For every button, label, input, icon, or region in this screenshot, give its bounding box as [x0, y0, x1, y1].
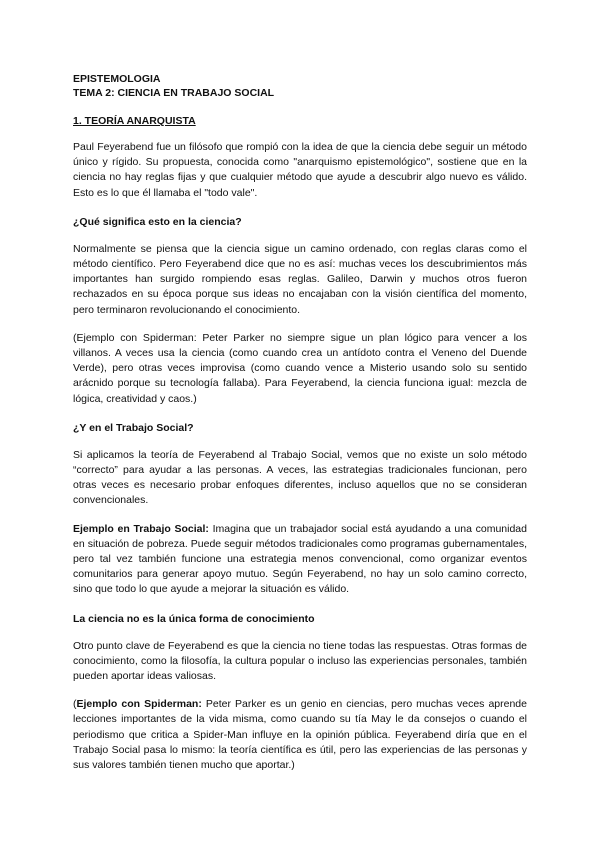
- section-title: 1. TEORÍA ANARQUISTA: [73, 115, 196, 127]
- paragraph-social-work: Si aplicamos la teoría de Feyerabend al Trabajo Social, vemos que no existe un solo método “correcto” para ayudar a las personas. A veces, las estrategias tradicionales funcionan, pero otras veces es necesario probar enfoques diferentes, incluso aquellos que no se consideran convencionales.: [73, 448, 527, 507]
- subheading-knowledge: La ciencia no es la única forma de conocimiento: [73, 612, 315, 625]
- intro-paragraph: Paul Feyerabend fue un filósofo que rompió con la idea de que la ciencia debe seguir un método único y rígido. Su propuesta, conocida como "anarquismo epistemológico", sostiene que en la ciencia no hay reglas fijas y que cualquier método que ayude a descubrir algo nuevo es válido. Esto es lo que él llamaba el "todo vale".: [73, 141, 527, 199]
- subheading-social-work: ¿Y en el Trabajo Social?: [73, 421, 194, 434]
- paragraph-science: Normalmente se piensa que la ciencia sigue un camino ordenado, con reglas claras como el método científico. Pero Feyerabend dice que no es así: muchas veces los descubrimientos más importantes han surgido rompiendo esas reglas. Galileo, Darwin y muchos otros fueron rechazados en su época porque sus ideas no encajaban con la visión científica del momento, pero terminaron revolucionando el conocimiento.: [73, 242, 527, 316]
- example-label: Ejemplo en Trabajo Social:: [73, 522, 209, 535]
- paragraph-spiderman-example-2: [73, 697, 527, 773]
- example-label-2: Ejemplo con Spiderman:: [76, 698, 202, 711]
- subheading-science: ¿Qué significa esto en la ciencia?: [73, 215, 242, 228]
- paragraph-knowledge: Otro punto clave de Feyerabend es que la ciencia no tiene todas las respuestas. Otras formas de conocimiento, como la filosofía, la cultura popular o incluso las experiencias personales, también pueden aportar ideas valiosas.: [73, 639, 527, 683]
- course-title: EPISTEMOLOGIA: [73, 73, 161, 85]
- paragraph-social-work-example: [73, 522, 527, 598]
- example-text-2: Peter Parker es un genio en ciencias, pero muchas veces aprende lecciones importantes de la vida misma, como cuando su tía May le da consejos o cuando el periodismo que critica a Spider-Man influye en la opinión pública. Feyerabend diría que en el Trabajo Social pasa lo mismo: la teoría científica es útil, pero las experiencias de las personas y sus valores también tienen mucho que aportar.): [73, 698, 527, 772]
- open-paren: (: [73, 698, 77, 711]
- paragraph-spiderman-example-1: (Ejemplo con Spiderman: Peter Parker no siempre sigue un plan lógico para vencer a los villanos. A veces usa la ciencia (como cuando crea un antídoto contra el Veneno del Duende Verde), pero otras veces improvisa (como cuando vence a Misterio usando solo su sentido arácnido porque su tecnología fallaba). Para Feyerabend, la ciencia funciona igual: mezcla de lógica, creatividad y caos.): [73, 331, 527, 405]
- topic-title: TEMA 2: CIENCIA EN TRABAJO SOCIAL: [73, 87, 275, 99]
- example-text: Imagina que un trabajador social está ayudando a una comunidad en situación de pobreza. Puede seguir métodos tradicionales como programas gubernamentales, pero tal vez también funcione una estrategia menos convencional, como organizar eventos comunitarios para generar apoyo mutuo. Según Feyerabend, no hay un solo camino correcto, sino que todo lo que ayude a mejorar la situación es válido.: [73, 522, 527, 596]
- document-page: [73, 72, 527, 773]
